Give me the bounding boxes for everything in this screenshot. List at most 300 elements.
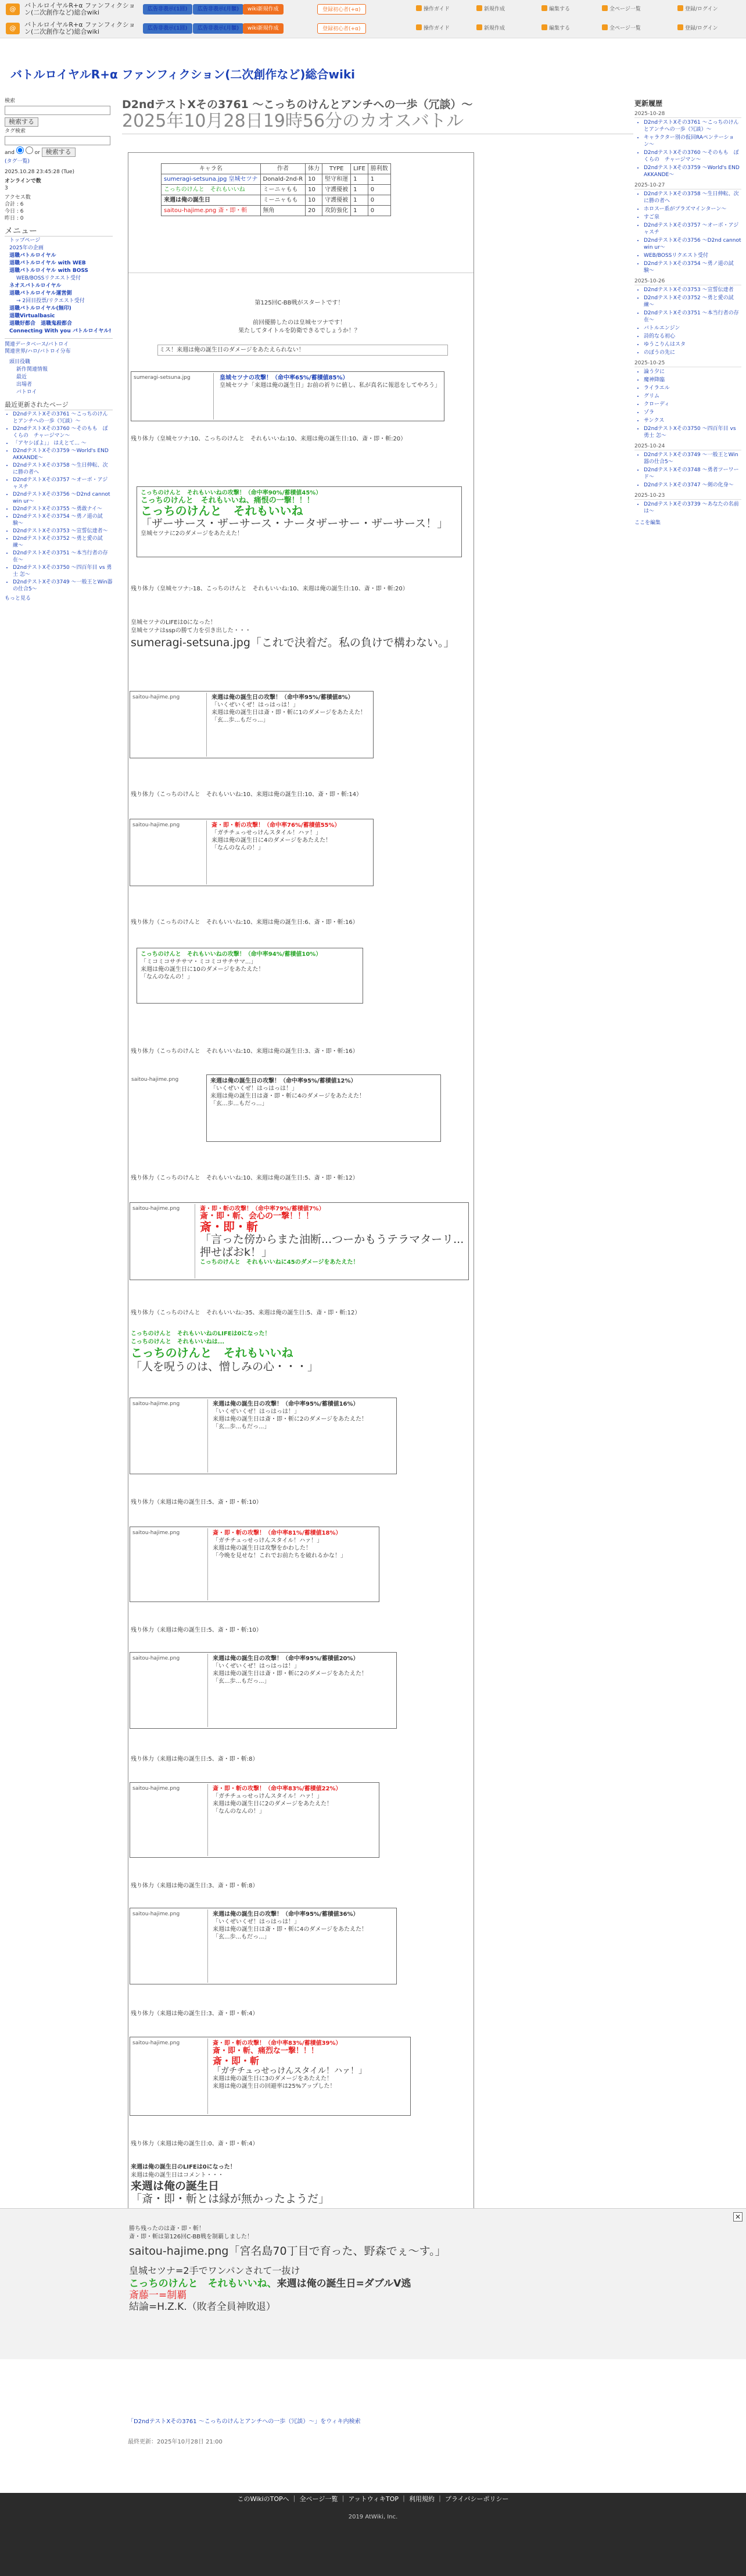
round-box xyxy=(130,1398,397,1474)
hp-line: 残り体力（来週は俺の誕生日:0、斎・即・斬:4） xyxy=(131,2141,259,2147)
history-item[interactable]: • クローディ xyxy=(644,401,741,408)
round-box xyxy=(130,1782,379,1858)
history-item[interactable]: • WEB/BOSSリクエスト受付 xyxy=(644,252,741,259)
attack-name-big: こっちのけんと それもいいね xyxy=(141,504,303,518)
register-button-2[interactable]: 登録初心者(+α) xyxy=(317,23,366,34)
new-page-label: 新規作成 xyxy=(484,6,505,12)
kotchi-down-big: こっちのけんと それもいいね xyxy=(131,1346,293,1360)
crit-line: 斎・即・斬、会心の一撃！！！ xyxy=(200,1212,314,1221)
saitou-image: saitou-hajime.png xyxy=(131,1909,208,1983)
recent-list xyxy=(5,411,113,593)
attack-line: こっちのけんと それもいいねの攻撃！（命中率90%/蓄積値45%） xyxy=(141,490,322,496)
round-line: 来週は俺の誕生日は斎・即・斬に2のダメージをあたえた！ xyxy=(213,1671,368,1677)
col-header: LIFE xyxy=(351,164,368,174)
end-big: 来週は俺の誕生日 xyxy=(131,2180,220,2192)
ad-free-monthly-button-2[interactable]: 広告非表示(月額) xyxy=(193,23,243,34)
round-line: 「いくぜいくぜ！はっはっは！」 xyxy=(211,702,299,708)
login-link-2[interactable] xyxy=(677,23,718,34)
history-item[interactable]: • ゾラ xyxy=(644,409,741,416)
recent-item[interactable]: • D2ndテストXその3751 〜本当行者の存在〜 xyxy=(13,550,113,564)
recent-item[interactable]: • D2ndテストXその3750 〜四百年目 vs 勇士 怎〜 xyxy=(13,564,113,578)
history-list xyxy=(634,286,741,356)
history-list xyxy=(634,191,741,274)
online-label: オンラインで数 xyxy=(5,178,41,184)
search-label: 検索 xyxy=(5,98,16,104)
history-list xyxy=(634,501,741,515)
round-line: 「なんのなんの！」 xyxy=(213,1808,265,1815)
menu-item[interactable]: Connecting With you バトルロイヤル! xyxy=(9,328,112,334)
round-line: こっちのけんと それもいいねの攻撃！（命中率94%/蓄積値10%） xyxy=(141,951,322,958)
history-heading: 更新履歴 xyxy=(634,99,663,108)
cell: 0 xyxy=(368,195,390,206)
cell: 1 xyxy=(351,195,368,206)
history-date: 2025-10-26 xyxy=(634,278,741,285)
result-body xyxy=(129,2225,466,2311)
history-item[interactable]: • D2ndテストXその3748 〜勇者ツーワード〜 xyxy=(644,467,741,481)
col-header: 勝利数 xyxy=(368,164,390,174)
tag-list-link[interactable]: (タグ一覧) xyxy=(5,159,30,164)
footer-link[interactable]: 利用規約 xyxy=(409,2495,435,2503)
crit-name-big: 斎・即・斬 xyxy=(200,1220,258,1234)
right-sidebar xyxy=(634,100,741,526)
round-line: 「玄...歩...もだっ...」 xyxy=(213,1934,270,1940)
menu-item[interactable]: 退職バトルロイヤル with WEB xyxy=(9,260,86,266)
round-body xyxy=(210,821,373,853)
menu3-item[interactable]: 頭目役職 xyxy=(9,359,31,365)
access-label: アクセス数 xyxy=(5,195,31,200)
round-line: 「玄...歩...もだっ...」 xyxy=(213,1678,270,1685)
recent-item[interactable]: • D2ndテストXその3752 〜勇と愛の試練〜 xyxy=(13,535,113,549)
register-button[interactable]: 登録初心者(+α) xyxy=(317,4,366,15)
menu-item[interactable]: WEB/BOSSリクエスト受付 xyxy=(16,275,81,281)
round-line: 「玄...歩...もだっ...」 xyxy=(213,1424,270,1430)
recent-item[interactable]: • D2ndテストXその3760 〜そのもも ぼくらの チャージマン〜 xyxy=(13,425,113,439)
and-or-options xyxy=(5,146,113,158)
summary-line: 斎藤一=制覇 xyxy=(129,2290,187,2301)
menu2-item[interactable]: 関連世界/ハロ/バトロイ分布 xyxy=(5,349,71,354)
under-content xyxy=(128,2416,476,2445)
menu-item[interactable]: → 2回目投票/リクエスト受付 xyxy=(16,298,85,304)
round-line: 「いくぜいくぜ！はっはっは！」 xyxy=(210,1085,297,1092)
intro-line: 前回優勝したのは皇城セツナです！ xyxy=(253,320,346,326)
history-item[interactable]: • D2ndテストXその3753 〜宣誓伝達者 xyxy=(644,286,741,293)
access-yesterday: 昨日 : 0 xyxy=(5,216,24,221)
round-line: 斎・即・斬の攻撃！（命中率83%/蓄積値22%） xyxy=(213,1786,342,1792)
edit-label: 編集する xyxy=(549,26,571,31)
history-item[interactable]: • すご泉 xyxy=(644,214,741,221)
cell: 0 xyxy=(368,185,390,195)
final-line: 斎・即・斬の攻撃！（命中率83%/蓄積値39%） xyxy=(213,2040,342,2047)
round-line: 「ミコミコサチサマ・ミコミコサチサマ...」 xyxy=(141,959,257,965)
history-item[interactable]: • D2ndテストXその3752 〜勇と愛の試練〜 xyxy=(644,295,741,309)
history-item[interactable]: • D2ndテストXその3747 〜剣の化身〜 xyxy=(644,482,741,489)
recent-item[interactable]: • D2ndテストXその3753 〜宣誓伝達者〜 xyxy=(13,528,113,535)
cell: saitou-hajime.png 斎・即・斬 xyxy=(162,206,261,216)
attack-line: こっちのけんと それもいいね、痛恨の一撃！！！ xyxy=(141,496,314,505)
menu-item[interactable]: 退職バトルロイヤル xyxy=(9,253,56,259)
recent-item[interactable]: • D2ndテストXその3758 〜生日伸転、次に勝の者へ xyxy=(13,462,113,476)
round-line: 来週は俺の誕生日に2のダメージをあたえた！ xyxy=(213,1801,333,1807)
round-box xyxy=(130,819,374,886)
and-radio[interactable] xyxy=(16,146,24,154)
round-line: 「玄...歩...もだっ...」 xyxy=(211,717,269,723)
round-body xyxy=(211,1399,395,1432)
menu-item[interactable]: 退職バトルロイヤル(無印) xyxy=(9,306,71,311)
today-date: 2025.10.28 23:45:28 (Tue) xyxy=(5,169,75,175)
intro-line: 果たしてタイトルを防衛できるでしょうか！？ xyxy=(238,328,360,334)
history-item[interactable]: • D2ndテストXその3759 〜World's END AKKANDE〜 xyxy=(644,164,741,178)
new-page-label: 新規作成 xyxy=(484,26,505,31)
kotchi-down-quote: 「人を呪うのは、憎しみの心・・・」 xyxy=(131,1360,319,1373)
attack-line: 皇城セツナ「来週は俺の誕生日」お前の祈りに値し、私が真名に報恩をしてやろう」 xyxy=(220,382,440,389)
round-line: 来週は俺の誕生日は斎・即・斬に4のダメージをあたえた！ xyxy=(213,1926,368,1933)
list-icon xyxy=(602,5,608,11)
hp-line: 残り体力（来週は俺の誕生日:3、斎・即・斬:4） xyxy=(131,2011,259,2017)
attack-damage: 皇城セツナに2のダメージをあたえた！ xyxy=(141,531,243,537)
main-header xyxy=(122,98,633,134)
cell: 10 xyxy=(306,185,322,195)
site-footer xyxy=(0,2493,746,2576)
round-body xyxy=(211,1654,395,1686)
table-row xyxy=(162,185,391,195)
attack-quote: 「ザーサース・ザーサース・ナータザーサー・ザーサース！」 xyxy=(141,517,449,530)
recent-item[interactable]: • D2ndテストXその3761 〜こっちのけんとアンチへの一歩（冗談）〜 xyxy=(13,411,113,425)
battle-start: 第125回C-BB戦がスタートです！ xyxy=(254,300,344,306)
kotchi-attack-box xyxy=(137,486,462,557)
history-item[interactable]: • キャラクター別の仮回RAペンテーション〜 xyxy=(644,134,741,148)
history-date: 2025-10-23 xyxy=(634,492,741,500)
round-box xyxy=(137,948,363,1004)
menu-item[interactable]: ネオスバトルロイヤル xyxy=(9,283,62,289)
user-icon xyxy=(677,24,683,30)
crit-quote: 「言った傍からまた油断...つーかもうテラマターリ...押せばおk！」 xyxy=(200,1233,464,1259)
new-page-icon xyxy=(476,5,482,11)
down-line: 皇城セツナのLIFEは0になった！ xyxy=(131,619,216,626)
recent-item[interactable]: • 「アヤシぽよ」」 はえとて... 〜 xyxy=(13,440,113,447)
guide-label: 操作ガイド xyxy=(424,6,450,12)
round-line: 斎・即・斬の攻撃！（命中率81%/蓄積値18%） xyxy=(213,1530,342,1536)
menu-item[interactable]: 退職バトルロイヤル with BOSS xyxy=(9,268,88,274)
final-attack-box xyxy=(130,2037,411,2116)
cell: 1 xyxy=(368,174,390,185)
history-item[interactable]: • ライラエル xyxy=(644,385,741,392)
edit-link[interactable] xyxy=(541,4,570,15)
table-row xyxy=(162,174,391,185)
saitou-image: saitou-hajime.png xyxy=(131,1528,208,1600)
atwiki-logo-icon-2[interactable]: @ xyxy=(6,23,20,34)
all-pages-link[interactable] xyxy=(602,4,641,15)
round-line: 「なんのなんの！」 xyxy=(211,845,264,851)
cell: 1 xyxy=(351,174,368,185)
round-line: 来週は俺の誕生日は斎・即・斬に2のダメージをあたえた！ xyxy=(213,1416,368,1423)
table-row xyxy=(162,195,391,206)
history-item[interactable]: • のぼうの先に xyxy=(644,349,741,356)
round-line: 来週は俺の誕生日は斎・即・斬に4のダメージをあたえた！ xyxy=(210,1093,365,1099)
menu3-item[interactable]: 出場者 xyxy=(16,382,33,388)
history-item[interactable]: • D2ndテストXその3756 〜D2nd cannot win ur〜 xyxy=(644,237,741,251)
table-header xyxy=(162,164,391,174)
new-page-link[interactable] xyxy=(476,4,505,15)
search-input[interactable] xyxy=(5,106,110,115)
online-value: 3 xyxy=(5,185,8,191)
col-header: キャラ名 xyxy=(162,164,261,174)
round-body xyxy=(211,1909,395,1942)
new-wiki-button[interactable]: wiki新規作成 xyxy=(243,4,284,15)
summary-line: 結論=H.Z.K.（敗者全員神敗退） xyxy=(129,2301,276,2313)
footer-link[interactable]: このWikiのTOPへ xyxy=(237,2495,289,2503)
attack-body xyxy=(218,373,443,390)
down-line: 皇城セツナはsspの勝て力を引き出した・・・ xyxy=(131,628,251,634)
tag-search-button[interactable]: 検索する xyxy=(42,148,76,157)
footer-link[interactable]: プライバシーポリシー xyxy=(445,2495,509,2503)
final-body xyxy=(211,2038,409,2091)
round-line: 「いくぜいくぜ！はっはっは！」 xyxy=(213,1663,300,1669)
edit-icon xyxy=(541,5,547,11)
new-wiki-button-2[interactable]: wiki新規作成 xyxy=(243,23,284,34)
wiki-title[interactable]: バトルロイヤルR+α ファンフィクション(二次創作など)総合wiki xyxy=(10,67,356,81)
end-line: 来週は俺の誕生日のLIFEは0になった！ xyxy=(131,2164,236,2170)
cell: こっちのけんと それもいいね xyxy=(162,185,261,195)
list-icon xyxy=(602,24,608,30)
hp-line: 残り体力（こっちのけんと それもいいね:10、来週は俺の誕生日:3、斎・即・斬:16） xyxy=(131,1048,358,1055)
final-name-big: 斎・即・斬 xyxy=(213,2055,260,2066)
history-item[interactable]: • D2ndテストXその3754 〜勇ノ道の試験〜 xyxy=(644,260,741,274)
history-item[interactable]: • グリム xyxy=(644,393,741,400)
menu-item[interactable]: 退職好都合 退職鬼殺都合 xyxy=(9,321,73,327)
site-title-top[interactable]: バトルロイヤルR+α ファンフィクション(二次創作など)総合wiki xyxy=(24,2,135,16)
hp-line: 残り体力（こっちのけんと それもいいね:10、来週は俺の誕生日:5、斎・即・斬:12） xyxy=(131,1175,358,1181)
menu2 xyxy=(5,338,113,355)
final-line: 斎・即・斬、痛烈な一撃！！！ xyxy=(213,2047,319,2055)
battle-content xyxy=(128,152,474,2215)
round-line: 「いくぜいくぜ！はっはっは！」 xyxy=(213,1919,300,1925)
cell: 1 xyxy=(351,185,368,195)
setsuna-final-quote: sumeragi-setsuna.jpg「これで決着だ。私の負けで構わない。」 xyxy=(131,636,455,649)
new-page-link-2[interactable] xyxy=(476,23,505,34)
col-header: 作者 xyxy=(260,164,306,174)
history-item[interactable]: • バトルエンジン xyxy=(644,325,741,332)
page-subtitle: 2025年10月28日19時56分のカオスバトル xyxy=(122,112,633,134)
winner-quote: saitou-hajime.png「宮名島70丁目で育った、野森でぇ〜す。」 xyxy=(129,2245,446,2258)
left-sidebar xyxy=(5,98,113,602)
edit-label: 編集する xyxy=(549,6,571,12)
access-total: 合計 : 6 xyxy=(5,202,24,207)
guide-link-2[interactable] xyxy=(416,23,450,34)
history-item[interactable]: • ホロスー系がプラズマインターン〜 xyxy=(644,206,741,213)
round-box xyxy=(130,1527,379,1602)
round-body xyxy=(209,1076,439,1109)
last-updated: 最終更新：2025年10月28日 21:00 xyxy=(128,2439,223,2445)
recent-heading: 最近更新されたページ xyxy=(5,402,113,410)
recent-item[interactable]: • D2ndテストXその3749 〜一般王とWin器の仕合5〜 xyxy=(13,579,113,593)
close-icon[interactable]: ✕ xyxy=(733,2212,743,2222)
top-bar-row xyxy=(0,0,746,19)
hp-line: 残り体力（こっちのけんと それもいいね:10、来週は俺の誕生日:10、斎・即・斬:14） xyxy=(131,791,363,798)
hp-line: 残り体力（来週は俺の誕生日:5、斎・即・斬:10） xyxy=(131,1627,262,1633)
round-line: 来週は俺の誕生日の攻撃！（命中率95%/蓄積値36%） xyxy=(213,1911,359,1918)
saitou-image: saitou-hajime.png xyxy=(131,821,207,884)
cell: 来週は俺の誕生日 xyxy=(162,195,261,206)
history-item[interactable]: • D2ndテストXその3749 〜一般王とWin器の仕合5〜 xyxy=(644,452,741,465)
all-pages-link-2[interactable] xyxy=(602,23,641,34)
ad-free-once-button[interactable]: 広告非表示(1回) xyxy=(143,4,192,15)
all-pages-label: 全ページ一覧 xyxy=(609,6,641,12)
cell: sumeragi-setsuna.jpg 皇城セツナ xyxy=(162,174,261,185)
round-box xyxy=(130,1908,397,1984)
menu-heading: メニュー xyxy=(5,228,113,237)
history-item[interactable]: • D2ndテストXその3739 〜あなたの名前は〜 xyxy=(644,501,741,515)
ad-free-once-button-2[interactable]: 広告非表示(1回) xyxy=(143,23,192,34)
down-line: こっちのけんと それもいいねは... xyxy=(131,1339,225,1345)
round-line: 来週は俺の誕生日は斎・即・斬に1のダメージをあたえた！ xyxy=(211,710,367,716)
hp-line: 残り体力（皇城セツナ:-18、こっちのけんと それもいいね:10、来週は俺の誕生日:10、斎・即・斬:20） xyxy=(131,586,408,592)
and-label: and xyxy=(5,150,15,156)
setsuna-image: sumeragi-setsuna.jpg xyxy=(132,373,214,420)
or-radio[interactable] xyxy=(26,146,33,154)
saitou-image: saitou-hajime.png xyxy=(131,1399,208,1472)
menu3-item[interactable]: 新作関連情報 xyxy=(16,367,48,372)
cell: 堅守和運 xyxy=(322,174,351,185)
access-today: 今日 : 6 xyxy=(5,209,24,214)
col-header: TYPE xyxy=(322,164,351,174)
attack-body xyxy=(139,488,460,539)
page-title: D2ndテストXその3761 〜こっちのけんとアンチへの一歩（冗談）〜 xyxy=(122,98,473,111)
recent-item[interactable]: • D2ndテストXその3759 〜World's END AKKANDE〜 xyxy=(13,447,113,461)
history-item[interactable]: • 論う夕に xyxy=(644,368,741,375)
site-title-top-2[interactable]: バトルロイヤルR+α ファンフィクション(二次創作など)総合wiki xyxy=(24,21,135,35)
round-line: 「いくぜいくぜ！はっはっは！」 xyxy=(213,1409,300,1415)
cell: 0 xyxy=(368,206,390,216)
history-item[interactable]: • 詩的なる初心 xyxy=(644,333,741,340)
history-item[interactable]: • D2ndテストXその3750 〜四百年目 vs 勇士 怎〜 xyxy=(644,425,741,439)
top-bar xyxy=(0,0,746,38)
menu2-item[interactable]: 関連データベース/バトロイ xyxy=(5,342,69,347)
round-line: 来週は俺の誕生日の攻撃！（命中率95%/蓄積値12%） xyxy=(210,1078,357,1084)
guide-label: 操作ガイド xyxy=(424,26,450,31)
guide-icon xyxy=(416,24,422,30)
attack-line: 皇城セツナの攻撃！（命中率65%/蓄積値85%） xyxy=(220,375,349,381)
cell: 攻防強化 xyxy=(322,206,351,216)
crit-box xyxy=(130,1202,469,1280)
history-item[interactable]: • サンクス xyxy=(644,417,741,424)
menu-item[interactable]: トップページ xyxy=(9,238,41,243)
recent-item[interactable]: • D2ndテストXその3757 〜オーボ・アジャスチ xyxy=(13,476,113,490)
menu-item[interactable]: 退職バトルロイヤル運営側 xyxy=(9,291,72,296)
recent-item[interactable]: • D2ndテストXその3754 〜勇ノ道の試験〜 xyxy=(13,513,113,527)
search-button[interactable]: 検索する xyxy=(5,117,38,127)
new-page-icon xyxy=(476,24,482,30)
round-line: 来週は俺の誕生日の攻撃！（命中率95%/蓄積値8%） xyxy=(211,694,354,701)
table-row xyxy=(162,206,391,216)
login-label: 登録/ログイン xyxy=(685,26,718,31)
history-item[interactable]: • D2ndテストXその3761 〜こっちのけんとアンチへの一歩（冗談）〜 xyxy=(644,119,741,133)
saitou-image: saitou-hajime.png xyxy=(131,1204,195,1278)
round-body xyxy=(211,1784,378,1817)
cell: 無角 xyxy=(260,206,306,216)
round-line: 来週は俺の誕生日は攻撃をかわした！ xyxy=(213,1545,311,1552)
menu3 xyxy=(5,359,113,396)
round-line: 「ガチチュっせっけんスタイル！ハァ！」 xyxy=(213,1793,323,1800)
down-line: こっちのけんと それもいいねのLIFEは0になった！ xyxy=(131,1331,271,1337)
history-date: 2025-10-27 xyxy=(634,182,741,189)
cell: 20 xyxy=(306,206,322,216)
hp-line: 残り体力（皇城セツナ:10、こっちのけんと それもいいね:10、来週は俺の誕生日:10、斎・即・斬:20） xyxy=(131,436,407,442)
crit-damage: こっちのけんと それもいいねに45のダメージをあたえた！ xyxy=(200,1259,359,1266)
round-line: 斎・即・斬の攻撃！（命中率76%/蓄積値55%） xyxy=(211,822,340,829)
round-box xyxy=(130,1652,397,1729)
participants-table xyxy=(161,163,391,216)
round-line: 「今晩を見せな！これでお前たちを破れるかな！」 xyxy=(213,1553,346,1559)
summary-part: 来週は俺の誕生日=ダブルV逃 xyxy=(277,2278,411,2290)
end-line: 来週は俺の誕生日はコメント・・・ xyxy=(131,2172,224,2179)
edit-link-2[interactable] xyxy=(541,23,570,34)
recent-item[interactable]: • D2ndテストXその3755 〜勇敢ナイ〜 xyxy=(13,506,113,513)
crit-line: 斎・即・斬の攻撃！（命中率79%/蓄積値7%） xyxy=(200,1206,325,1212)
cell: Donald-2nd-R xyxy=(260,174,306,185)
history-item[interactable]: • D2ndテストXその3751 〜本当行者の存在〜 xyxy=(644,310,741,324)
cell: 1 xyxy=(351,206,368,216)
round-box xyxy=(130,691,374,758)
history-item[interactable]: • ゆうこりんはスタ xyxy=(644,341,741,348)
tag-search-input[interactable] xyxy=(5,136,110,145)
recent-item[interactable]: • D2ndテストXその3756 〜D2nd cannot win ur〜 xyxy=(13,491,113,505)
hp-line: 残り体力（こっちのけんと それもいいね:10、来週は俺の誕生日:6、斎・即・斬:16） xyxy=(131,919,358,926)
history-list xyxy=(634,119,741,178)
login-link[interactable] xyxy=(677,4,718,15)
cell: 10 xyxy=(306,195,322,206)
menu3-item[interactable]: バトロイ xyxy=(16,389,37,395)
menu3-item[interactable]: 最近 xyxy=(16,374,27,380)
footer-link[interactable]: アットウィキTOP xyxy=(348,2495,399,2503)
round-line: 来週は俺の誕生日に4のダメージをあたえた！ xyxy=(211,837,332,844)
menu-list xyxy=(5,237,113,335)
hp-line: 残り体力（来週は俺の誕生日:3、斎・即・斬:8） xyxy=(131,1883,259,1889)
round-body xyxy=(211,1528,378,1561)
footer-link[interactable]: 全ページ一覧 xyxy=(299,2495,338,2503)
history-item[interactable]: • D2ndテストXその3757 〜オーボ・アジャスチ xyxy=(644,222,741,236)
round-body xyxy=(139,950,360,982)
menu-item[interactable]: 2025年の企画 xyxy=(9,245,44,251)
cell: ミーニャもも xyxy=(260,195,306,206)
history-item[interactable]: • 魔神降臨 xyxy=(644,377,741,384)
menu-item[interactable]: 退職Virtualbasic xyxy=(9,313,55,319)
login-label: 登録/ログイン xyxy=(685,6,718,12)
history-date: 2025-10-25 xyxy=(634,360,741,367)
edit-history-link[interactable]: ここを編集 xyxy=(634,520,661,526)
result-panel xyxy=(0,2208,746,2359)
wiki-search-link[interactable]: 「D2ndテストXその3761 〜こっちのけんとアンチへの一歩（冗談）〜」をウィキ内検索 xyxy=(128,2419,361,2425)
final-quote: 「ガチチュっせっけんスタイル！ハァ！」 xyxy=(213,2066,367,2076)
history-list xyxy=(634,452,741,489)
round-line: 来週は俺の誕生日に10のダメージをあたえた！ xyxy=(141,966,264,973)
round-line: 来週は俺の誕生日の攻撃！（命中率95%/蓄積値16%） xyxy=(213,1401,359,1407)
saitou-image: saitou-hajime.png xyxy=(131,1654,208,1727)
footer-links: このWikiのTOPへ ｜ 全ページ一覧 ｜ アットウィキTOP ｜ 利用規約 ｜ プライバシーポリシー xyxy=(237,2495,509,2503)
history-item[interactable]: • D2ndテストXその3760 〜そのもも ぼくらの チャージマン〜 xyxy=(644,149,741,163)
final-line: 来週は俺の誕生日の回避率は25%アップした！ xyxy=(213,2083,336,2090)
summary-part: こっちのけんと それもいいね、 xyxy=(129,2278,277,2290)
top-bar-row-2 xyxy=(0,19,746,38)
guide-link[interactable] xyxy=(416,4,450,15)
setsuna-attack-box xyxy=(131,371,444,421)
atwiki-logo-icon[interactable]: @ xyxy=(6,3,20,15)
history-item[interactable]: • D2ndテストXその3758 〜生日伸転、次に勝の者へ xyxy=(644,191,741,205)
winner-line: 斎・即・斬は第126回C-BB戦を制覇しました！ xyxy=(129,2234,253,2240)
ad-free-monthly-button[interactable]: 広告非表示(月額) xyxy=(193,4,243,15)
miss-box: ミス！来週は俺の誕生日のダメージをあたえられない！ xyxy=(157,345,448,356)
history-date: 2025-10-24 xyxy=(634,443,741,450)
more-link[interactable]: もっと見る xyxy=(5,596,31,601)
